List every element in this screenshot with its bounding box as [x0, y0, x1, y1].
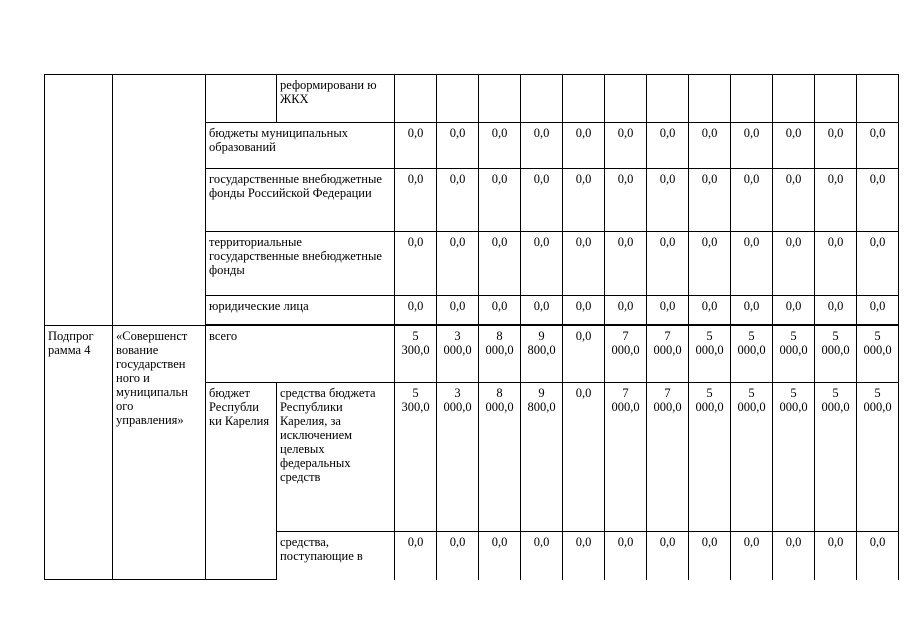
total-label: всего [206, 326, 395, 383]
table-row [45, 326, 899, 383]
value-cell: 0,0 [605, 296, 647, 325]
value-cell: 0,0 [395, 169, 437, 232]
value-cell: 0,0 [437, 123, 479, 169]
value-cell: 5 000,0 [731, 326, 773, 383]
value-cell: 9 800,0 [521, 383, 563, 532]
value-cell: 0,0 [479, 123, 521, 169]
empty-cell [206, 75, 277, 123]
value-cell: 0,0 [773, 296, 815, 325]
value-cell: 0,0 [647, 123, 689, 169]
budget-label: бюджет Республи ки Карелия [206, 383, 277, 580]
value-cell: 0,0 [521, 169, 563, 232]
value-cell: 0,0 [395, 123, 437, 169]
value-cell: 0,0 [815, 232, 857, 296]
value-cell: 0,0 [563, 232, 605, 296]
value-cell: 0,0 [563, 383, 605, 532]
value-cell: 0,0 [395, 532, 437, 580]
value-cell: 0,0 [395, 296, 437, 325]
value-cell: 0,0 [605, 123, 647, 169]
value-cell: 0,0 [857, 232, 899, 296]
value-cell: 5 000,0 [689, 326, 731, 383]
value-cell: 0,0 [605, 232, 647, 296]
value-cell: 5 000,0 [815, 383, 857, 532]
value-cell: 0,0 [689, 232, 731, 296]
value-cell: 0,0 [731, 169, 773, 232]
value-cell: 0,0 [563, 532, 605, 580]
value-cell: 0,0 [731, 232, 773, 296]
value-cell: 0,0 [605, 169, 647, 232]
value-cell: 5 000,0 [857, 383, 899, 532]
value-cell: 8 000,0 [479, 326, 521, 383]
row-label: бюджеты муниципальных образований [206, 123, 395, 169]
budget-table [44, 74, 899, 580]
value-cell: 5 000,0 [857, 326, 899, 383]
value-cell: 0,0 [857, 169, 899, 232]
value-cell: 0,0 [857, 123, 899, 169]
value-cell: 5 000,0 [773, 326, 815, 383]
empty-cell [45, 75, 113, 326]
empty-cell [113, 75, 206, 326]
value-cell: 8 000,0 [479, 383, 521, 532]
value-cell: 0,0 [689, 169, 731, 232]
value-cell: 0,0 [773, 169, 815, 232]
value-cell: 0,0 [815, 169, 857, 232]
row-label: реформировани ю ЖКХ [277, 75, 395, 123]
value-cell: 0,0 [857, 296, 899, 325]
value-cell: 5 000,0 [689, 383, 731, 532]
value-cell: 0,0 [689, 296, 731, 325]
value-cell: 0,0 [773, 123, 815, 169]
funds-label: средства бюджета Республики Карелия, за исключением целевых федеральных средств [277, 383, 395, 532]
value-cell: 0,0 [731, 532, 773, 580]
value-cell: 0,0 [689, 532, 731, 580]
table-row [45, 75, 899, 123]
value-cell: 0,0 [773, 232, 815, 296]
value-cell: 0,0 [647, 296, 689, 325]
value-cell: 0,0 [815, 296, 857, 325]
value-cell: 0,0 [479, 532, 521, 580]
value-cell: 7 000,0 [647, 383, 689, 532]
value-cell: 0,0 [521, 232, 563, 296]
value-cell: 7 000,0 [605, 326, 647, 383]
value-cell: 0,0 [605, 532, 647, 580]
value-cell: 3 000,0 [437, 383, 479, 532]
value-cell: 0,0 [731, 296, 773, 325]
row-label: юридические лица [206, 296, 395, 325]
row-label: государственные внебюджетные фонды Российской Федерации [206, 169, 395, 232]
value-cell: 0,0 [479, 296, 521, 325]
value-cell: 5 000,0 [731, 383, 773, 532]
value-cell: 0,0 [437, 532, 479, 580]
value-cell: 0,0 [479, 169, 521, 232]
value-cell: 5 300,0 [395, 383, 437, 532]
value-cell: 0,0 [731, 123, 773, 169]
value-cell: 0,0 [437, 232, 479, 296]
value-cell: 0,0 [521, 123, 563, 169]
value-cell: 0,0 [563, 326, 605, 383]
value-cell: 0,0 [563, 123, 605, 169]
value-cell: 0,0 [563, 296, 605, 325]
value-cell: 0,0 [857, 532, 899, 580]
value-cell: 7 000,0 [647, 326, 689, 383]
value-cell: 5 000,0 [815, 326, 857, 383]
subprogram-code: Подпрог рамма 4 [45, 326, 113, 580]
subprogram-name: «Совершенст вование государствен ного и муниципальн ого управления» [113, 326, 206, 580]
value-cell: 0,0 [647, 232, 689, 296]
funds-label: средства, поступающие в [277, 532, 395, 580]
value-cell: 5 300,0 [395, 326, 437, 383]
value-cell: 0,0 [563, 169, 605, 232]
value-cell: 7 000,0 [605, 383, 647, 532]
value-cell: 0,0 [815, 532, 857, 580]
value-cell: 0,0 [437, 169, 479, 232]
value-cell: 0,0 [689, 123, 731, 169]
value-cell: 0,0 [395, 232, 437, 296]
value-cell: 0,0 [815, 123, 857, 169]
value-cell: 0,0 [647, 169, 689, 232]
value-cell: 0,0 [437, 296, 479, 325]
value-cell: 0,0 [521, 296, 563, 325]
value-cell: 0,0 [479, 232, 521, 296]
value-cell: 0,0 [647, 532, 689, 580]
value-cell: 3 000,0 [437, 326, 479, 383]
value-cell: 5 000,0 [773, 383, 815, 532]
row-label: территориальные государственные внебюджетные фонды [206, 232, 395, 296]
value-cell: 0,0 [521, 532, 563, 580]
value-cell: 9 800,0 [521, 326, 563, 383]
value-cell: 0,0 [773, 532, 815, 580]
